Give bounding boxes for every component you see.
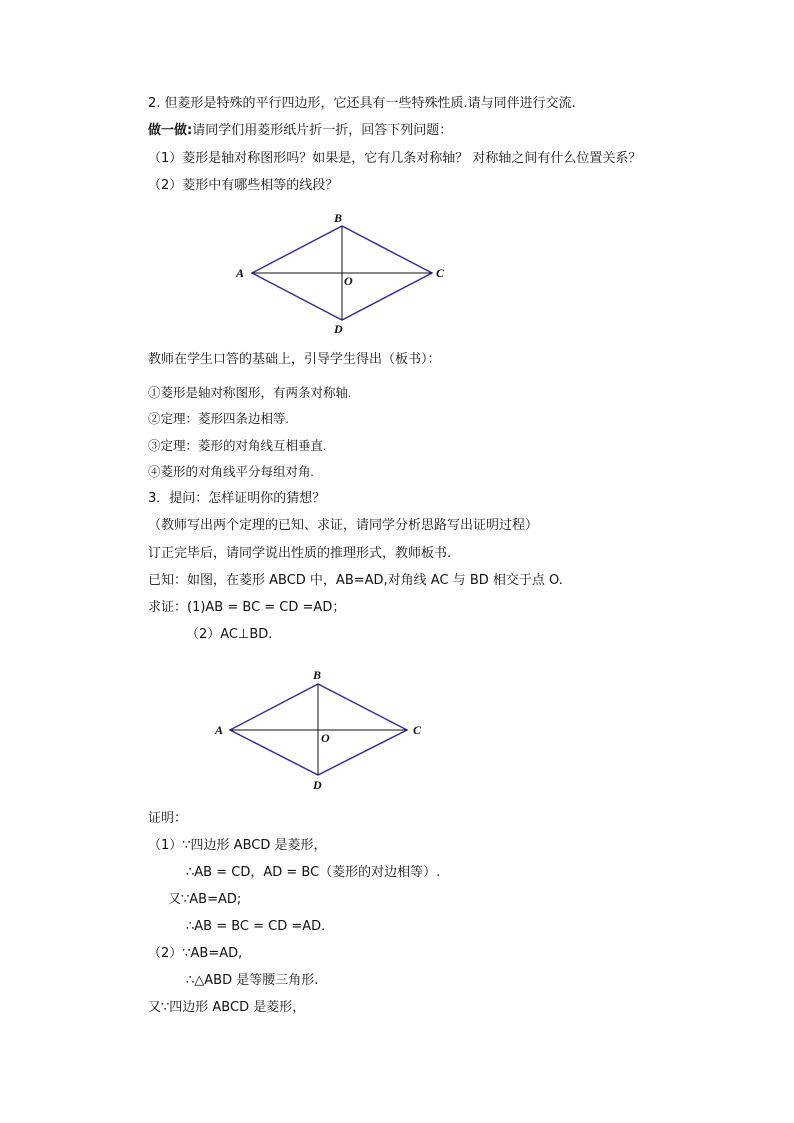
proof-step-7: 又∵四边形 ABCD 是菱形， — [148, 1000, 306, 1015]
teacher-guidance: 教师在学生口答的基础上，引导学生得出（板书）： — [148, 352, 441, 367]
property-4: ④菱形的对角线平分每组对角. — [148, 465, 314, 479]
center-o-label-1: O — [344, 274, 353, 288]
proof-step-1: （1）∵四边形 ABCD 是菱形， — [148, 838, 327, 853]
vertex-d-label-2: D — [313, 778, 322, 792]
rhombus-figure-1 — [230, 208, 450, 338]
proof-step-3: 又∵AB=AD; — [168, 892, 242, 907]
question-3: 3．提问：怎样证明你的猜想？ — [148, 491, 326, 506]
text-line-2 — [148, 122, 452, 140]
proof-step-4: ∴AB = BC = CD =AD. — [186, 919, 326, 934]
proof-step-2: ∴AB = CD，AD = BC（菱形的对边相等）. — [186, 865, 441, 880]
prove-statement-1: 求证：(1)AB = BC = CD =AD； — [148, 600, 346, 615]
property-1: ①菱形是轴对称图形，有两条对称轴. — [148, 386, 352, 400]
vertex-c-label-2: C — [413, 723, 422, 737]
proof-heading: 证明： — [148, 811, 188, 826]
do-it-text: 请同学们用菱形纸片折一折，回答下列问题： — [192, 123, 453, 138]
correction-note: 订正完毕后，请同学说出性质的推理形式，教师板书. — [148, 546, 452, 561]
prove-statement-2: （2）AC⊥BD. — [186, 627, 273, 642]
property-3: ③定理：菱形的对角线互相垂直. — [148, 439, 327, 453]
vertex-d-label-1: D — [334, 322, 343, 336]
proof-step-6: ∴△ABD 是等腰三角形. — [186, 973, 319, 988]
vertex-c-label-1: C — [436, 266, 445, 280]
center-o-label-2: O — [321, 731, 330, 745]
text-line-1: 2. 但菱形是特殊的平行四边形，它还具有一些特殊性质.请与同伴进行交流. — [148, 96, 576, 111]
vertex-a-label-1: A — [236, 266, 245, 280]
teacher-note: （教师写出两个定理的已知、求证，请同学分析思路写出证明过程） — [148, 518, 539, 533]
do-it-label: 做一做: — [148, 123, 193, 138]
given-statement: 已知：如图，在菱形 ABCD 中，AB=AD,对角线 AC 与 BD 相交于点 O. — [148, 573, 563, 588]
question-1: （1）菱形是轴对称图形吗？如果是，它有几条对称轴？ 对称轴之间有什么位置关系？ — [148, 151, 642, 166]
rhombus-figure-2 — [210, 665, 430, 795]
vertex-a-label-2: A — [215, 723, 224, 737]
property-2: ②定理：菱形四条边相等. — [148, 412, 289, 426]
vertex-b-label-2: B — [313, 668, 322, 682]
question-2: （2）菱形中有哪些相等的线段？ — [148, 178, 339, 193]
proof-step-5: （2）∵AB=AD, — [148, 946, 243, 961]
vertex-b-label-1: B — [334, 211, 343, 225]
